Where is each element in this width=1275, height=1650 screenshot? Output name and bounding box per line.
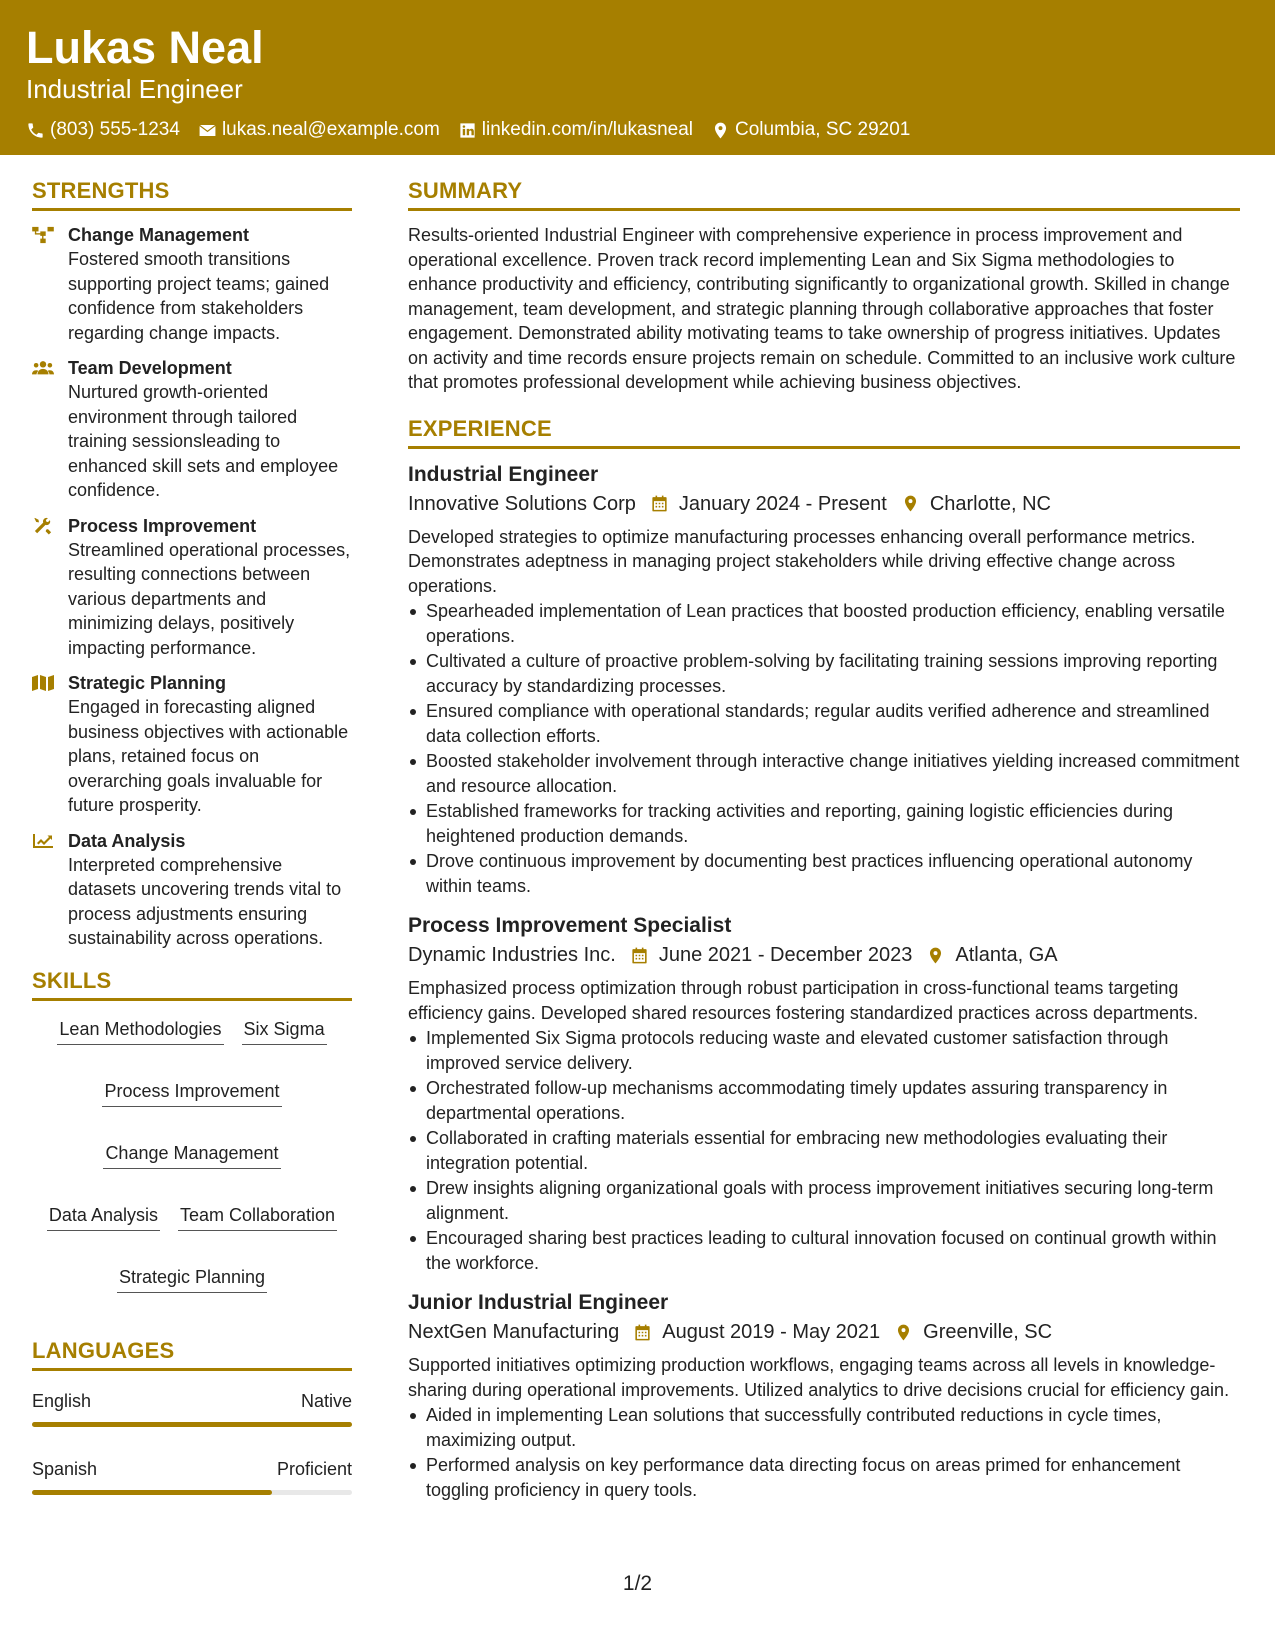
- language-level: Proficient: [276, 1458, 352, 1479]
- map-marker-icon: [901, 494, 920, 513]
- experience-heading: EXPERIENCE: [408, 413, 1240, 449]
- job-bullet: Drove continuous improvement by documenting best practices influencing operational autonomy within teams.: [408, 849, 1240, 898]
- language-name: English: [32, 1390, 92, 1411]
- job-company: Dynamic Industries Inc.: [408, 944, 616, 966]
- job-bullet: Ensured compliance with operational standards; regular audits verified adherence and streamlined data collection efforts.: [408, 699, 1240, 748]
- linkedin-text[interactable]: linkedin.com/in/lukasneal: [481, 119, 694, 140]
- job-dates: August 2019 - May 2021: [662, 1321, 881, 1343]
- phone-icon: [26, 121, 45, 140]
- job-entry: [408, 912, 1240, 1275]
- email-text[interactable]: lukas.neal@example.com: [221, 119, 440, 140]
- calendar-icon: [633, 1323, 652, 1342]
- job-bullet: Boosted stakeholder involvement through interactive change initiatives yielding increased commitment and resource allocation.: [408, 749, 1240, 798]
- skill-tag: Strategic Planning: [117, 1265, 267, 1293]
- job-title: Process Improvement Specialist: [408, 914, 732, 937]
- job-location: Charlotte, NC: [929, 492, 1051, 515]
- strength-title: Process Improvement: [68, 515, 257, 536]
- language-bar-fill: [32, 1422, 352, 1427]
- job-location: Greenville, SC: [923, 1321, 1053, 1343]
- experience-list: [408, 461, 1240, 1503]
- strength-item: [32, 356, 352, 503]
- job-bullet: Established frameworks for tracking activities and reporting, gaining logistic efficiencies during heightened production demands.: [408, 799, 1240, 848]
- job-bullet: Performed analysis on key performance data directing focus on areas primed for enhancement toggling proficiency in query tools.: [408, 1453, 1240, 1502]
- language-bar-fill: [32, 1490, 272, 1495]
- job-description: Developed strategies to optimize manufacturing processes enhancing overall performance metrics. Demonstrates adeptness in managing project stakeholders while driving effective change across operations.: [408, 526, 1196, 596]
- job-company: NextGen Manufacturing: [408, 1321, 620, 1343]
- skills-heading: SKILLS: [32, 965, 352, 1001]
- strength-item: [32, 514, 352, 661]
- skill-tag: Lean Methodologies: [57, 1017, 223, 1045]
- strengths-heading: STRENGTHS: [32, 175, 352, 211]
- page-number: 1/2: [622, 1572, 653, 1595]
- skills-list: [32, 1013, 352, 1293]
- strength-desc: Nurtured growth-oriented environment through tailored training sessionsleading to enhanced skill sets and employee confidence.: [68, 382, 339, 500]
- language-level: Native: [300, 1390, 352, 1411]
- job-title: Junior Industrial Engineer: [408, 1291, 669, 1314]
- candidate-title: Industrial Engineer: [26, 74, 243, 104]
- language-name: Spanish: [32, 1458, 98, 1479]
- language-bar: [32, 1490, 352, 1495]
- job-meta: [408, 489, 1240, 519]
- job-bullet: Implemented Six Sigma protocols reducing waste and elevated customer satisfaction through improved service delivery.: [408, 1026, 1240, 1075]
- strength-desc: Streamlined operational processes, resulting connections between various departments and minimizing delays, positively impacting performance.: [68, 539, 351, 658]
- job-company: Innovative Solutions Corp: [408, 492, 636, 515]
- language-item: [32, 1457, 352, 1495]
- job-description: Emphasized process optimization through robust participation in cross-functional teams targeting efficiency gains. Developed shared resources fostering standardized practices across departments.: [408, 978, 1199, 1023]
- contact-linkedin[interactable]: [458, 118, 693, 142]
- map-marker-icon: [926, 946, 945, 965]
- languages-heading: LANGUAGES: [32, 1335, 352, 1371]
- job-bullet: Collaborated in crafting materials essential for embracing new methodologies evaluating their integration potential.: [408, 1126, 1240, 1175]
- map-marker-icon: [894, 1323, 913, 1342]
- job-entry: [408, 461, 1240, 899]
- job-bullets: [408, 599, 1240, 898]
- job-bullet: Aided in implementing Lean solutions that successfully contributed reductions in cycle times, maximizing output.: [408, 1403, 1240, 1452]
- language-item: [32, 1389, 352, 1427]
- contact-bar: [26, 118, 1249, 142]
- left-column: [32, 175, 352, 1513]
- strength-item: [32, 671, 352, 818]
- skill-tag: Data Analysis: [47, 1203, 160, 1231]
- strength-item: [32, 829, 352, 951]
- job-meta: [408, 1317, 1240, 1347]
- location-text: Columbia, SC 29201: [735, 119, 911, 140]
- strength-item: [32, 223, 352, 345]
- resume-header: [0, 0, 1275, 155]
- job-bullet: Encouraged sharing best practices leading to cultural innovation focused on continual growth within the workforce.: [408, 1226, 1240, 1275]
- language-bar: [32, 1422, 352, 1427]
- summary-heading: SUMMARY: [408, 175, 1240, 211]
- skill-tag: Six Sigma: [242, 1017, 327, 1045]
- linkedin-icon: [458, 121, 477, 140]
- job-dates: January 2024 - Present: [678, 492, 887, 515]
- contact-email[interactable]: [198, 118, 440, 142]
- strength-desc: Engaged in forecasting aligned business objectives with actionable plans, retained focus on overarching goals invaluable for future prosperity.: [68, 697, 349, 815]
- strength-desc: Fostered smooth transitions supporting project teams; gained confidence from stakeholders regarding change impacts.: [68, 249, 330, 343]
- calendar-icon: [650, 494, 669, 513]
- job-bullet: Cultivated a culture of proactive problem-solving by facilitating training sessions improving reporting accuracy by standardizing processes.: [408, 649, 1240, 698]
- skill-tag: Team Collaboration: [178, 1203, 337, 1231]
- map-icon: [32, 674, 54, 692]
- envelope-icon: [198, 121, 217, 140]
- summary-text: Results-oriented Industrial Engineer with comprehensive experience in process improvement and operational excellence. Proven track record implementing Lean and Six Sigma methodologies to enhance productivity and efficiency, contributing significantly to organizational growth. Skilled in change management, team development, and strategic planning through collaborative approaches that foster engagement. Demonstrated ability motivating teams to take ownership of progress initiatives. Updates on activity and time records ensure projects remain on schedule. Committed to an inclusive work culture that promotes professional development while achieving business objectives.: [408, 225, 1236, 392]
- contact-phone: [26, 118, 180, 142]
- job-bullets: [408, 1026, 1240, 1275]
- job-bullet: Spearheaded implementation of Lean practices that boosted production efficiency, enabling versatile operations.: [408, 599, 1240, 648]
- tools-icon: [32, 517, 54, 535]
- strength-desc: Interpreted comprehensive datasets uncovering trends vital to process adjustments ensuring sustainability across operations.: [68, 854, 342, 948]
- job-dates: June 2021 - December 2023: [658, 944, 913, 966]
- candidate-name: Lukas Neal: [26, 22, 264, 73]
- chart-line-icon: [32, 832, 54, 850]
- strength-title: Team Development: [68, 358, 232, 378]
- job-bullet: Orchestrated follow-up mechanisms accommodating timely updates assuring transparency in departmental operations.: [408, 1076, 1240, 1125]
- job-title: Industrial Engineer: [408, 462, 599, 486]
- skill-tag: Process Improvement: [102, 1079, 281, 1107]
- job-meta: [408, 940, 1240, 970]
- job-bullets: [408, 1403, 1240, 1502]
- contact-location: [711, 118, 910, 142]
- phone-text: (803) 555-1234: [50, 119, 180, 140]
- strength-title: Data Analysis: [68, 830, 186, 851]
- map-marker-icon: [711, 121, 730, 140]
- job-bullet: Drew insights aligning organizational goals with process improvement initiatives securing long-term alignment.: [408, 1176, 1240, 1225]
- calendar-icon: [630, 946, 649, 965]
- sitemap-icon: [32, 226, 54, 244]
- strength-title: Change Management: [68, 225, 250, 245]
- job-description: Supported initiatives optimizing production workflows, engaging teams across all levels in knowledge-sharing during operational improvements. Utilized analytics to drive decisions crucial for efficiency gain.: [408, 1355, 1230, 1400]
- users-icon: [32, 359, 54, 377]
- job-entry: [408, 1289, 1240, 1502]
- right-column: [408, 175, 1240, 1516]
- skill-tag: Change Management: [103, 1141, 280, 1169]
- strength-title: Strategic Planning: [68, 673, 227, 693]
- job-location: Atlanta, GA: [955, 944, 1058, 966]
